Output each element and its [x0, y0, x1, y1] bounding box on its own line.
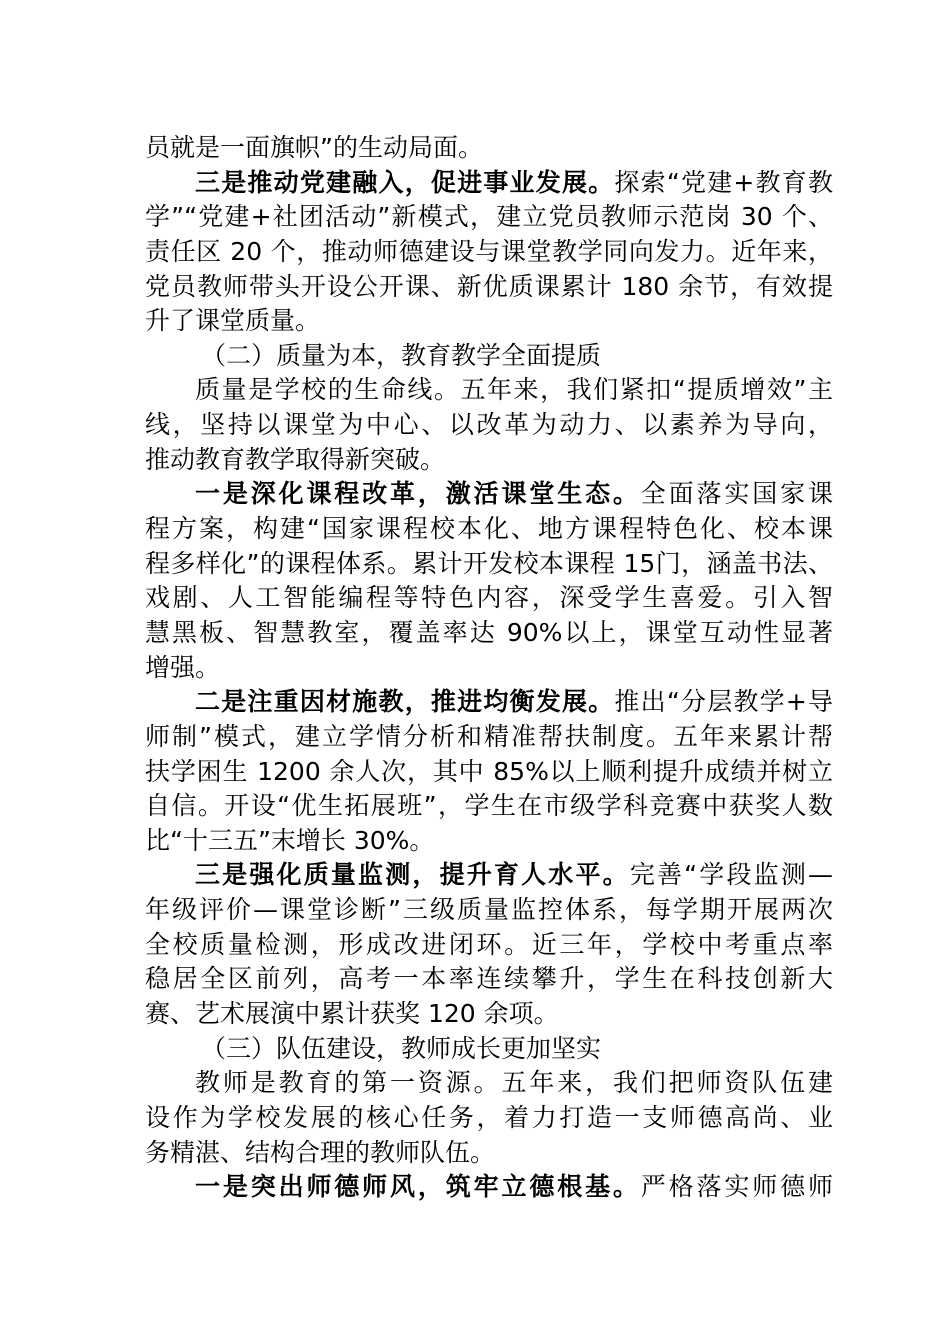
- text-line: [145, 858, 833, 893]
- line-text: 全校质量检测，形成改进闭环。近三年，学校中考重点率: [145, 929, 833, 959]
- line-text: （二）质量为本，教育教学全面提质: [201, 340, 602, 370]
- text-line: [145, 166, 833, 201]
- line-text: 推出“分层教学+导: [614, 687, 833, 717]
- text-line: [145, 824, 833, 859]
- line-text: 教师是教育的第一资源。五年来，我们把师资队伍建: [195, 1068, 833, 1098]
- line-text: 全面落实国家课: [640, 479, 833, 509]
- text-line: [145, 200, 833, 235]
- text-line: [145, 477, 833, 512]
- line-text: 党员教师带头开设公开课、新优质课累计 180 余节，有效提: [145, 271, 833, 301]
- line-text: 自信。开设“优生拓展班”，学生在市级学科竞赛中获奖人数: [145, 791, 833, 821]
- line-text: 务精湛、结构合理的教师队伍。: [145, 1137, 496, 1167]
- text-line: [145, 997, 833, 1032]
- text-line: [145, 789, 833, 824]
- section-heading: [145, 1032, 833, 1067]
- line-text: 程多样化”的课程体系。累计开发校本课程 15门，涵盖书法、: [145, 548, 833, 578]
- text-line: [145, 581, 833, 616]
- text-line: [145, 651, 833, 686]
- document-body: [145, 131, 833, 1205]
- text-line: [145, 443, 833, 478]
- text-line: [145, 962, 833, 997]
- text-line: [145, 928, 833, 963]
- text-line: [145, 373, 833, 408]
- line-text: 完善“学段监测—: [629, 860, 833, 890]
- text-line: [145, 1066, 833, 1101]
- text-line: [145, 720, 833, 755]
- text-line: [145, 685, 833, 720]
- bold-lead-sentence: 二是注重因材施教，推进均衡发展。: [195, 687, 615, 717]
- text-line: [145, 408, 833, 443]
- text-line: [145, 1170, 833, 1205]
- text-line: [145, 235, 833, 270]
- line-text: 探索“党建+教育教: [614, 167, 833, 197]
- bold-lead-sentence: 三是推动党建融入，促进事业发展。: [195, 167, 615, 197]
- text-line: [145, 270, 833, 305]
- line-text: 戏剧、人工智能编程等特色内容，深受学生喜爱。引入智: [145, 583, 833, 613]
- line-text: 比“十三五”末增长 30%。: [145, 825, 435, 855]
- line-text: 线，坚持以课堂为中心、以改革为动力、以素养为导向，: [145, 410, 833, 440]
- line-text: 慧黑板、智慧教室，覆盖率达 90%以上，课堂互动性显著: [145, 617, 833, 647]
- line-text: 学”“党建+社团活动”新模式，建立党员教师示范岗 30 个、: [145, 202, 833, 232]
- text-line: [145, 616, 833, 651]
- text-line: [145, 547, 833, 582]
- bold-lead-sentence: 三是强化质量监测，提升育人水平。: [195, 860, 630, 890]
- line-text: 师制”模式，建立学情分析和精准帮扶制度。五年来累计帮: [145, 721, 833, 751]
- line-text: 责任区 20 个，推动师德建设与课堂教学同向发力。近年来，: [145, 236, 833, 266]
- line-text: 年级评价—课堂诊断”三级质量监控体系，每学期开展两次: [145, 895, 833, 925]
- section-heading: [145, 339, 833, 374]
- text-line: [145, 304, 833, 339]
- line-text: 扶学困生 1200 余人次，其中 85%以上顺利提升成绩并树立: [145, 756, 833, 786]
- bold-lead-sentence: 一是突出师德师风，筑牢立德根基。: [195, 1172, 641, 1202]
- text-line: [145, 755, 833, 790]
- line-text: 质量是学校的生命线。五年来，我们紧扣“提质增效”主: [195, 375, 833, 405]
- line-text: 赛、艺术展演中累计获奖 120 余项。: [145, 999, 559, 1029]
- line-text: 升了课堂质量。: [145, 306, 321, 336]
- line-text: 设作为学校发展的核心任务，着力打造一支师德高尚、业: [145, 1102, 833, 1132]
- line-text: （三）队伍建设，教师成长更加坚实: [201, 1033, 602, 1063]
- text-line: [145, 131, 833, 166]
- line-text: 程方案，构建“国家课程校本化、地方课程特色化、校本课: [145, 514, 833, 544]
- text-line: [145, 1136, 833, 1171]
- text-line: [145, 512, 833, 547]
- line-text: 推动教育教学取得新突破。: [145, 444, 446, 474]
- line-text: 增强。: [145, 652, 221, 682]
- text-line: [145, 1101, 833, 1136]
- bold-lead-sentence: 一是深化课程改革，激活课堂生态。: [195, 479, 641, 509]
- line-text: 员就是一面旗帜”的生动局面。: [145, 133, 483, 162]
- line-text: 稳居全区前列，高考一本率连续攀升，学生在科技创新大: [145, 964, 833, 994]
- line-text: 严格落实师德师: [640, 1172, 833, 1202]
- text-line: [145, 893, 833, 928]
